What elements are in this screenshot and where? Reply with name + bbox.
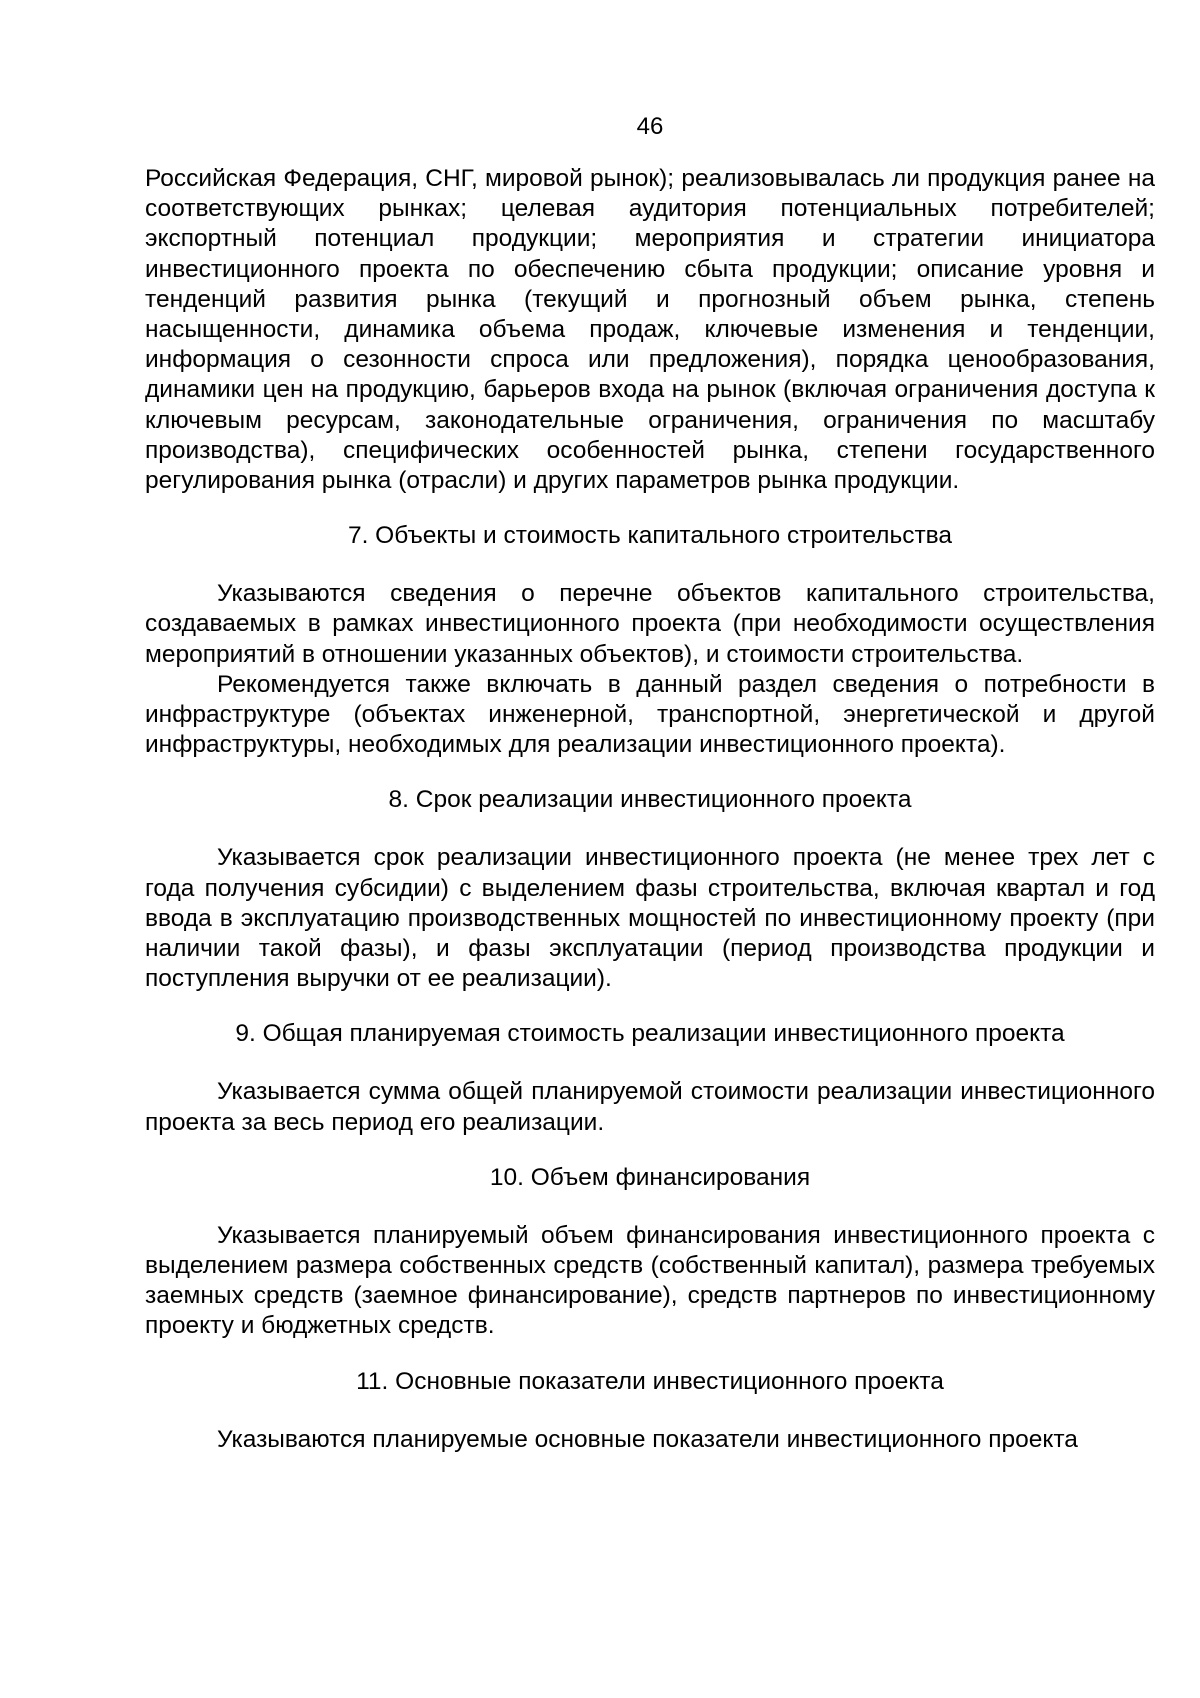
section-7-paragraph-2: Рекомендуется также включать в данный раздел сведения о потребности в инфраструктуре (объектах инженерной, транспортной, энергетической и другой инфраструктуры, необходимых для реализации инвестиционного проекта). <box>145 670 1155 759</box>
section-heading-8: 8. Срок реализации инвестиционного проекта <box>388 786 912 814</box>
section-heading-9: 9. Общая планируемая стоимость реализации инвестиционного проекта <box>235 1020 1065 1048</box>
section-11-paragraph-1: Указываются планируемые основные показатели инвестиционного проекта <box>217 1425 1078 1453</box>
section-heading-10: 10. Объем финансирования <box>489 1163 811 1191</box>
intro-paragraph: Российская Федерация, СНГ, мировой рынок); реализовывалась ли продукция ранее на соответствующих рынках; целевая аудитория потенциальных потребителей; экспортный потенциал продукции; мероприятия и стратегии инициатора инвестиционного проекта по обеспечению сбыта продукции; описание уровня и тенденций развития рынка (текущий и прогнозный объем рынка, степень насыщенности, динамика объема продаж, ключевые изменения и тенденции, информация о сезонности спроса или предложения), порядка ценообразования, динамики цен на продукцию, барьеров входа на рынок (включая ограничения доступа к ключевым ресурсам, законодательные ограничения, ограничения по масштабу производства), специфических особенностей рынка, степени государственного регулирования рынка (отрасли) и других параметров рынка продукции. <box>145 165 1155 495</box>
section-heading-11: 11. Основные показатели инвестиционного проекта <box>356 1367 944 1395</box>
page-number: 46 <box>636 113 664 140</box>
section-10-paragraph-1: Указывается планируемый объем финансирования инвестиционного проекта с выделением размера собственных средств (собственный капитал), размера требуемых заемных средств (заемное финансирование), средств партнеров по инвестиционному проекту и бюджетных средств. <box>145 1221 1155 1340</box>
section-heading-7: 7. Объекты и стоимость капитального строительства <box>347 522 953 550</box>
section-8-paragraph-1: Указывается срок реализации инвестиционного проекта (не менее трех лет с года получения субсидии) с выделением фазы строительства, включая квартал и год ввода в эксплуатацию производственных мощностей по инвестиционному проекту (при наличии такой фазы), и фазы эксплуатации (период производства продукции и поступления выручки от ее реализации). <box>145 844 1155 993</box>
page-content <box>145 112 1155 1455</box>
section-9-paragraph-1: Указывается сумма общей планируемой стоимости реализации инвестиционного проекта за весь период его реализации. <box>145 1078 1155 1136</box>
section-7-paragraph-1: Указываются сведения о перечне объектов капитального строительства, создаваемых в рамках инвестиционного проекта (при необходимости осуществления мероприятий в отношении указанных объектов), и стоимости строительства. <box>145 580 1155 668</box>
